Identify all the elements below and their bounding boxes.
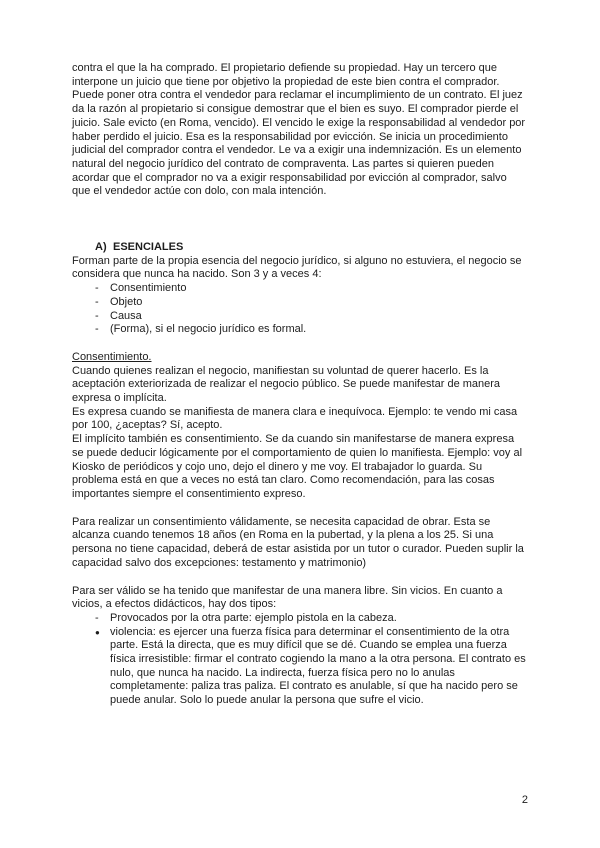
dash-marker: - (95, 323, 99, 336)
list-item (72, 612, 528, 626)
section-heading-esenciales (72, 241, 528, 255)
list-item-text: (Forma), si el negocio jurídico es formal. (110, 323, 307, 336)
list-item-text: violencia: es ejercer una fuerza física para determinar el consentimiento de la otra parte. Está la directa, que es muy difícil que se dé. Cuando se emplea una fuerza física irresistible: firmar el contrato cogiendo la mano a la otra persona. El contrato es nulo, que nunca ha nacido. La indirecta, fuerza física pero no lo anulas completamente: paliza tras paliza. El contrato es anulable, sí que ha nacido pero se puede anular. Solo lo puede anular la persona que sufre el vicio. (110, 625, 526, 707)
section-letter: A) (95, 241, 107, 254)
list-item (72, 323, 528, 337)
paragraph-esenciales-intro: Forman parte de la propia esencia del negocio jurídico, si alguno no estuviera, el negocio se considera que nunca ha nacido. Son 3 y a veces 4: (72, 254, 522, 281)
paragraph-consentimiento-implicito: El implícito también es consentimiento. Se da cuando sin manifestarse de manera expresa se puede deducir lógicamente por el comportamiento de quien lo manifiesta. Ejemplo: voy al Kiosko de periódicos y cojo uno, dejo el dinero y me voy. El trabajador lo guarda. Su problema está en que a veces no está tan claro. Como recomendación, para las cosas importantes siempre el consentimiento expreso. (72, 433, 523, 500)
list-item (72, 296, 528, 310)
list-item-text: Consentimiento (110, 282, 187, 295)
list-item-text: Objeto (110, 295, 143, 308)
paragraph-capacidad-obrar: Para realizar un consentimiento válidamente, se necesita capacidad de obrar. Esta se alcanza cuando tenemos 18 años (en Roma en la pubertad, y la plena a los 25. Si una persona no tiene capacidad, deberá de estar asistida por un tutor o curador. Pueden suplir la capacidad salvo dos excepciones: testamento y matrimonio) (72, 515, 524, 569)
subheading-consentimiento: Consentimiento. (72, 350, 152, 363)
paragraph-eviccion: contra el que la ha comprado. El propietario defiende su propiedad. Hay un tercero que interpone un juicio que tiene por objetivo la propiedad de este bien contra el comprador. Puede poner otra contra el vendedor para reclamar el incumplimiento de un contrato. El juez da la razón al propietario si consigue demostrar que el bien es suyo. El comprador pierde el juicio. Sale evicto (en Roma, vencido). El vencido le exige la responsabilidad al vendedor por haber perdido el juicio. Esa es la responsabilidad por evicción. Se inicia un procedimiento judicial del comprador contra el vendedor. Le va a exigir una indemnización. Es un elemento natural del negocio jurídico del contrato de compraventa. Las partes si quieren pueden acordar que el comprador no va a exigir responsabilidad por evicción al comprador, salvo que el vendedor actúe con dolo, con mala intención. (72, 62, 526, 198)
paragraph-consentimiento-definicion: Cuando quienes realizan el negocio, manifiestan su voluntad de querer hacerlo. Es la aceptación exteriorizada de realizar el negocio público. Se puede manifestar de manera expresa o implícita. (72, 364, 501, 405)
list-item (72, 310, 528, 324)
dash-marker: - (95, 309, 99, 322)
list-item (72, 282, 528, 296)
list-item-text: Causa (110, 309, 142, 322)
bullet-marker: ● (95, 627, 100, 637)
dash-marker: - (95, 282, 99, 295)
essentials-list (72, 282, 528, 337)
paragraph-consentimiento-expreso: Es expresa cuando se manifiesta de manera clara e inequívoca. Ejemplo: te vendo mi casa por 100, ¿aceptas? Sí, acepto. (72, 405, 518, 432)
list-item-text: Provocados por la otra parte: ejemplo pistola en la cabeza. (110, 611, 397, 624)
vicios-list (72, 612, 528, 708)
page-number: 2 (521, 794, 528, 807)
dash-marker: - (95, 295, 99, 308)
section-title: ESENCIALES (113, 241, 184, 254)
paragraph-vicios-intro: Para ser válido se ha tenido que manifestar de una manera libre. Sin vicios. En cuanto a vicios, a efectos didácticos, hay dos tipos: (72, 584, 503, 611)
dash-marker: - (95, 611, 99, 624)
list-item (72, 626, 528, 708)
